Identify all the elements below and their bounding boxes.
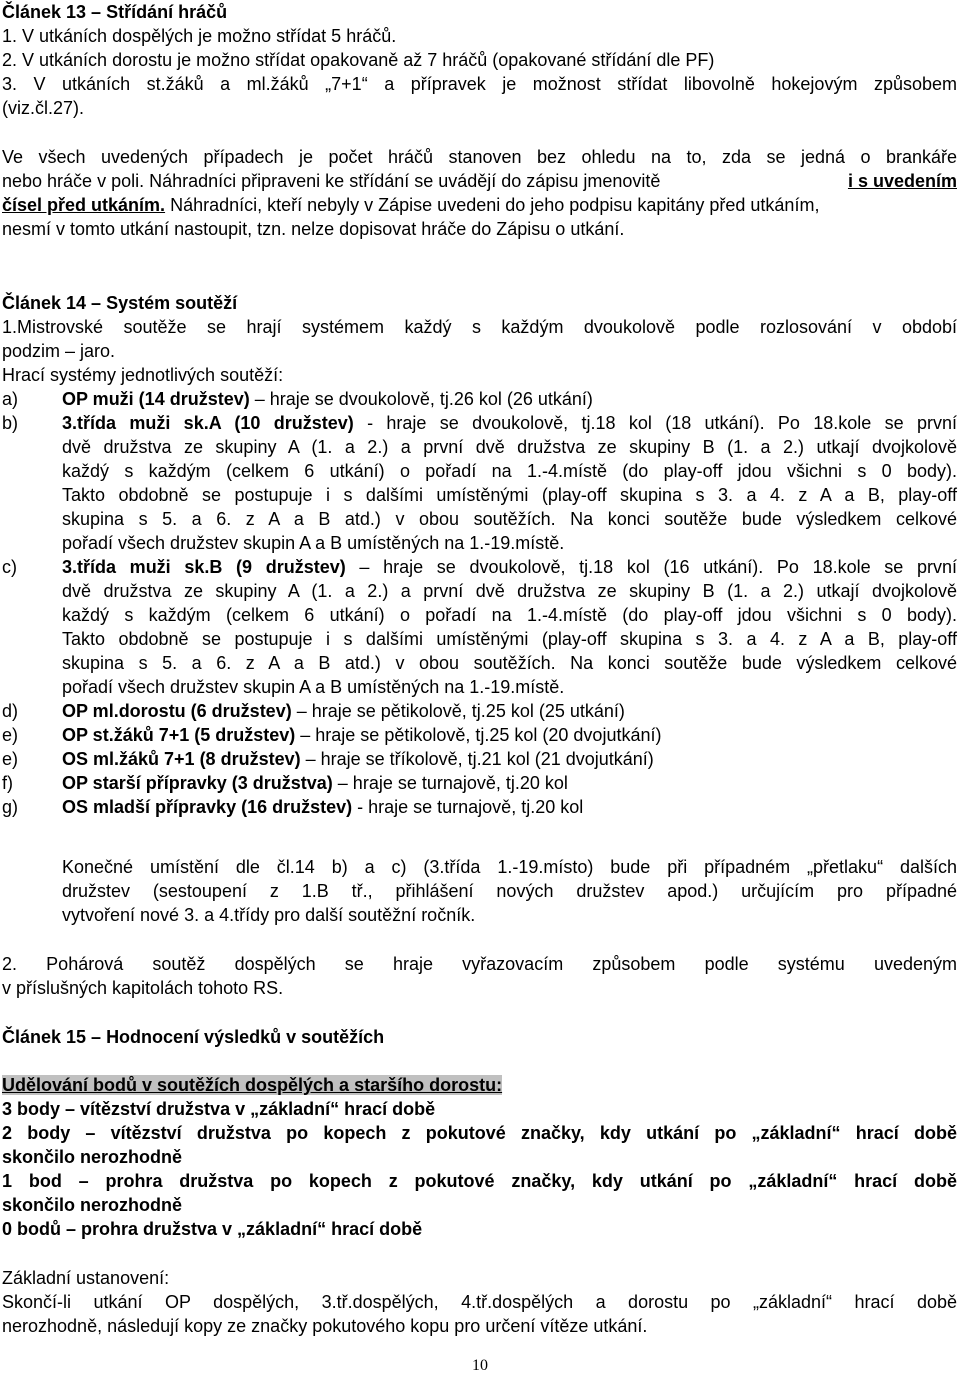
page-number: 10 xyxy=(472,1357,488,1374)
art14-point-2-line-2: v příslušných kapitolách tohoto RS. xyxy=(2,978,284,998)
final-note-line: družstev (sestoupení z 1.B tř., přihlášení nových družstev apod.) určujícím pro případné xyxy=(62,881,957,901)
art13-p3-text: Náhradníci, kteří nebyly v Zápise uvedeni do jeho podpisu kapitány před utkáním, xyxy=(165,195,820,215)
art13-paragraph-line-4: nesmí v tomto utkání nastoupit, tzn. nelze dopisovat hráče do Zápisu o utkání. xyxy=(2,219,625,239)
points-subheading xyxy=(2,1073,957,1097)
final-note-line: vytvoření nové 3. a 4.třídy pro další soutěžní ročník. xyxy=(62,905,476,925)
art13-paragraph-line-2 xyxy=(2,169,957,193)
item-g-label: g) xyxy=(2,797,19,817)
art14-line-2: podzim – jaro. xyxy=(2,341,116,361)
item-a-rest: – hraje se dvoukolově, tj.26 kol (26 utkání) xyxy=(249,389,593,409)
item-b-line: Takto obdobně se postupuje i s dalšími umístěnými (play-off skupina s 3. a 4. z A a B, play-off xyxy=(62,485,957,505)
item-f-rest: – hraje se turnajově, tj.20 kol xyxy=(332,773,568,793)
item-c-bold-1: 3.třída muži sk. xyxy=(62,557,210,577)
article-15-heading: Článek 15 – Hodnocení výsledků v soutěžích xyxy=(2,1027,385,1047)
item-c-line: Takto obdobně se postupuje i s dalšími umístěnými (play-off skupina s 3. a 4. z A a B, play-off xyxy=(62,629,957,649)
item-c-bold-2: B (9 družstev) xyxy=(209,557,346,577)
art14-point-2-line-1: 2. Pohárová soutěž dospělých se hraje vyřazovacím způsobem podle systému uvedeným xyxy=(2,954,957,974)
item-f-bold: OP starší přípravky (3 družstva) xyxy=(62,773,333,793)
item-e2-label: e) xyxy=(2,749,19,769)
art13-p2-underlined: i s uvedením xyxy=(847,171,957,191)
art13-line-1: 1. V utkáních dospělých je možno střídat 5 hráčů. xyxy=(2,26,397,46)
points-rule-2: 2 body – vítězství družstva po kopech z pokutové značky, kdy utkání po „základní“ hrací době xyxy=(2,1123,957,1143)
art13-p2-text: nebo hráče v poli. Náhradníci připraveni ke střídání se uvádějí do zápisu jmenovitě xyxy=(2,171,661,191)
item-f-label: f) xyxy=(2,773,13,793)
item-b-line: skupina s 5. a 6. z A a B atd.) v obou soutěžích. Na konci soutěže bude výsledkem celkové xyxy=(62,509,957,529)
art13-line-2: 2. V utkáních dorostu je možno střídat opakovaně až 7 hráčů (opakované střídání dle PF) xyxy=(2,50,715,70)
points-rule-3: 3 body – vítězství družstva v „základní“ hrací době xyxy=(2,1099,436,1119)
item-g-rest: - hraje se turnajově, tj.20 kol xyxy=(352,797,584,817)
item-b-bold-1: 3.třída muži sk. xyxy=(62,413,209,433)
item-d-bold: OP ml.dorostu (6 družstev) xyxy=(62,701,292,721)
art13-paragraph-line-1: Ve všech uvedených případech je počet hráčů stanoven bez ohledu na to, zda se jedná o brankáře xyxy=(2,147,957,167)
points-rule-0: 0 bodů – prohra družstva v „základní“ hrací době xyxy=(2,1219,423,1239)
item-b-label: b) xyxy=(2,413,19,433)
item-c xyxy=(62,555,957,579)
art13-paragraph-line-3 xyxy=(2,193,957,217)
item-e2-bold: OS ml.žáků 7+1 (8 družstev) xyxy=(62,749,301,769)
item-a-bold: OP muži (14 družstev) xyxy=(62,389,250,409)
art13-line-4: (viz.čl.27). xyxy=(2,98,85,118)
points-rule-1-cont: skončilo nerozhodně xyxy=(2,1195,183,1215)
item-d-label: d) xyxy=(2,701,19,721)
item-e1 xyxy=(62,723,957,747)
basic-provisions-line-1: Skončí-li utkání OP dospělých, 3.tř.dospělých, 4.tř.dospělých a dorostu po „základní“ hrací době xyxy=(2,1292,957,1312)
item-b-line: pořadí všech družstev skupin A a B umístěných na 1.-19.místě. xyxy=(62,533,565,553)
item-b xyxy=(62,411,957,435)
item-b-bold-2: A (10 družstev) xyxy=(208,413,354,433)
item-b-line: dvě družstva ze skupiny A (1. a 2.) a první dvě družstva ze skupiny B (1. a 2.) utkají dvojkolově xyxy=(62,437,957,457)
points-rule-2-cont: skončilo nerozhodně xyxy=(2,1147,183,1167)
item-c-line: dvě družstva ze skupiny A (1. a 2.) a první dvě družstva ze skupiny B (1. a 2.) utkají dvojkolově xyxy=(62,581,957,601)
item-c-line: každý s každým (celkem 6 utkání) o pořadí na 1.-4.místě (do play-off jdou všichni s 0 body). xyxy=(62,605,957,625)
item-g-bold: OS mladší přípravky (16 družstev) xyxy=(62,797,353,817)
article-14-heading: Článek 14 – Systém soutěží xyxy=(2,293,238,313)
basic-provisions-heading: Základní ustanovení: xyxy=(2,1268,170,1288)
item-e2 xyxy=(62,747,957,771)
final-note-line: Konečné umístění dle čl.14 b) a c) (3.třída 1.-19.místo) bude při případném „přetlaku“ dalších xyxy=(62,857,957,877)
article-13-heading: Článek 13 – Střídání hráčů xyxy=(2,2,228,22)
item-e1-bold: OP st.žáků 7+1 (5 družstev) xyxy=(62,725,296,745)
art14-line-3: Hrací systémy jednotlivých soutěží: xyxy=(2,365,284,385)
item-b-line: každý s každým (celkem 6 utkání) o pořadí na 1.-4.místě (do play-off jdou všichni s 0 body). xyxy=(62,461,957,481)
item-e2-rest: – hraje se tříkolově, tj.21 kol (21 dvojutkání) xyxy=(300,749,654,769)
item-b-rest: - hraje se dvoukolově, tj.18 kol (18 utkání). Po 18.kole se první xyxy=(353,413,957,433)
item-f xyxy=(62,771,957,795)
item-e1-label: e) xyxy=(2,725,19,745)
item-g xyxy=(62,795,957,819)
art14-line-1: 1.Mistrovské soutěže se hrají systémem každý s každým dvoukolově podle rozlosování v období xyxy=(2,317,957,337)
art13-p3-underlined: čísel před utkáním. xyxy=(2,195,166,215)
item-c-line: pořadí všech družstev skupin A a B umístěných na 1.-19.místě. xyxy=(62,677,565,697)
item-a xyxy=(62,387,957,411)
art13-line-3: 3. V utkáních st.žáků a ml.žáků „7+1“ a přípravek je možnost střídat libovolně hokejovým způsobem xyxy=(2,74,957,94)
item-c-rest: – hraje se dvoukolově, tj.18 kol (16 utkání). Po 18.kole se první xyxy=(345,557,957,577)
item-d xyxy=(62,699,957,723)
item-c-line: skupina s 5. a 6. z A a B atd.) v obou soutěžích. Na konci soutěže bude výsledkem celkové xyxy=(62,653,957,673)
item-d-rest: – hraje se pětikolově, tj.25 kol (25 utkání) xyxy=(291,701,625,721)
item-e1-rest: – hraje se pětikolově, tj.25 kol (20 dvojutkání) xyxy=(295,725,662,745)
item-c-label: c) xyxy=(2,557,17,577)
points-subheading-text: Udělování bodů v soutěžích dospělých a staršího dorostu: xyxy=(2,1075,503,1095)
item-a-label: a) xyxy=(2,389,19,409)
points-rule-1: 1 bod – prohra družstva po kopech z pokutové značky, kdy utkání po „základní“ hrací době xyxy=(2,1171,957,1191)
basic-provisions-line-2: nerozhodně, následují kopy ze značky pokutového kopu pro určení vítěze utkání. xyxy=(2,1316,648,1336)
